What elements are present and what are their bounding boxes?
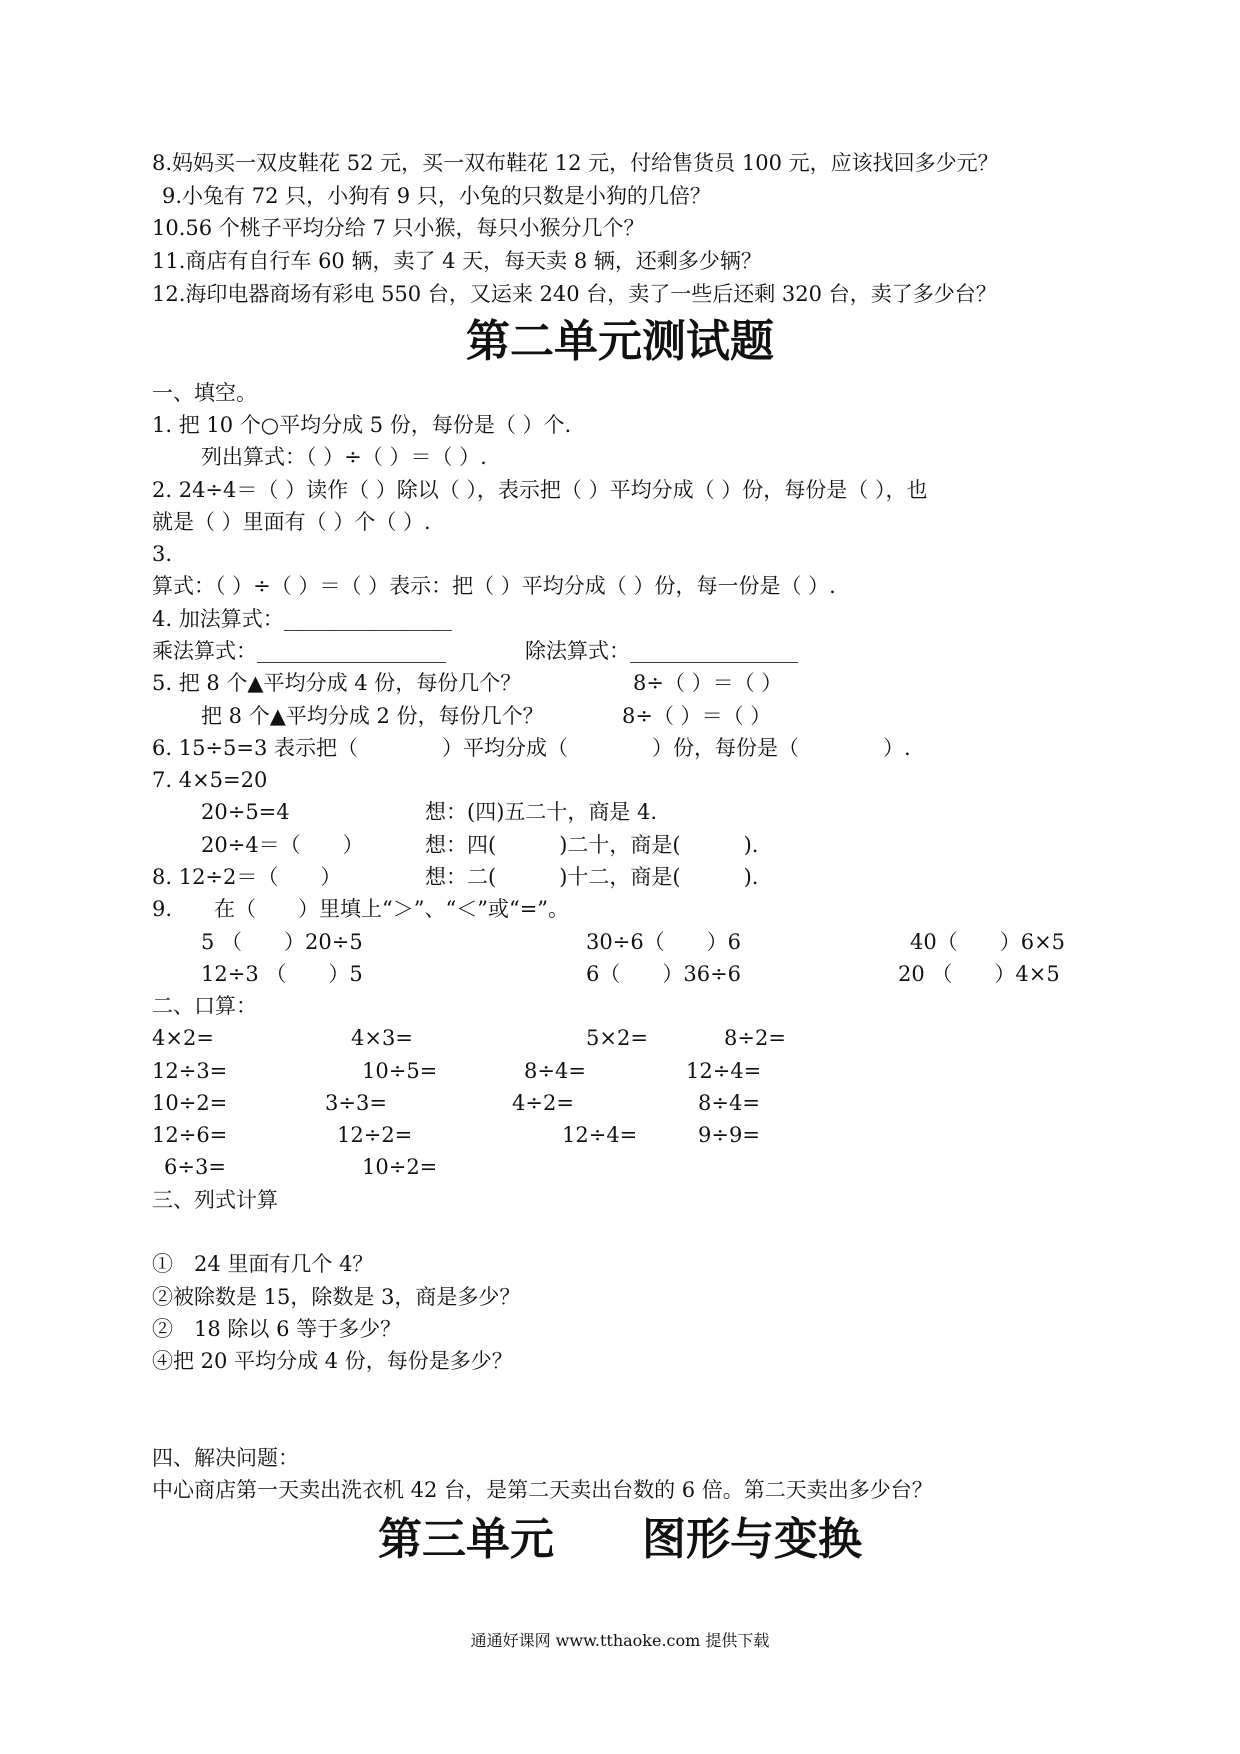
fill-q3-formula: 算式：（ ）÷（ ）＝（ ）表示：把（ ）平均分成（ ）份，每一份是（ ）. (152, 574, 836, 598)
fill-q7a: 20÷5=4 (201, 800, 290, 824)
oral-item: 12÷6= (152, 1123, 228, 1147)
fill-q5b: 把 8 个▲平均分成 2 份，每份几个？ (201, 704, 544, 728)
fill-q8-think: 想：二( )十二，商是( ). (425, 865, 759, 889)
column-item: ① 24 里面有几个 4？ (152, 1252, 374, 1276)
column-item: ④把 20 平均分成 4 份，每份是多少？ (152, 1349, 513, 1373)
fill-q2: 2. 24÷4＝（ ）读作（ ）除以（ ），表示把（ ）平均分成（ ）份，每份是（ ），也 (152, 478, 928, 502)
oral-item: 12÷3= (152, 1059, 228, 1083)
column-heading: 三、列式计算 (152, 1188, 278, 1212)
oral-item: 10÷2= (152, 1091, 228, 1115)
oral-item: 4×3= (351, 1026, 413, 1050)
column-item: ②被除数是 15，除数是 3，商是多少？ (152, 1285, 521, 1309)
oral-item: 3÷3= (325, 1091, 387, 1115)
unit3-title: 第三单元 图形与变换 (378, 1514, 862, 1565)
column-item: ② 18 除以 6 等于多少？ (152, 1317, 402, 1341)
oral-item: 12÷4= (562, 1123, 638, 1147)
solve-heading: 四、解决问题： (152, 1446, 299, 1470)
fill-q4-addition: 4. 加法算式：________________ (152, 607, 452, 631)
oral-item: 10÷2= (362, 1155, 438, 1179)
fill-q3: 3. (152, 542, 173, 566)
compare-item: 20 （ ）4×5 (898, 962, 1060, 986)
compare-item: 40（ ）6×5 (910, 930, 1066, 954)
fill-q4-multiplication: 乘法算式：__________________ (152, 639, 446, 663)
oral-item: 8÷4= (524, 1059, 586, 1083)
oral-item: 6÷3= (164, 1155, 226, 1179)
fill-q2-cont: 就是（ ）里面有（ ）个（ ）. (152, 510, 431, 534)
fill-q5b-formula: 8÷（ ）＝（ ） (622, 704, 772, 728)
fill-q5-formula: 8÷（ ）＝（ ） (633, 671, 783, 695)
compare-item: 6（ ）36÷6 (586, 962, 742, 986)
oral-item: 12÷2= (337, 1123, 413, 1147)
question-10: 10.56 个桃子平均分给 7 只小猴，每只小猴分几个？ (152, 216, 645, 240)
fill-q4-division: 除法算式：________________ (525, 639, 798, 663)
fill-q7a-think: 想：(四)五二十，商是 4. (425, 800, 658, 824)
fill-heading: 一、填空。 (152, 381, 257, 405)
fill-q8: 8. 12÷2＝（ ） (152, 865, 342, 889)
fill-q7b-think: 想：四( )二十，商是( ). (425, 833, 759, 857)
oral-item: 8÷4= (698, 1091, 760, 1115)
oral-heading: 二、口算： (152, 994, 257, 1018)
compare-item: 12÷3 （ ）5 (201, 962, 363, 986)
oral-item: 5×2= (586, 1026, 648, 1050)
compare-item: 30÷6（ ）6 (586, 930, 742, 954)
oral-item: 8÷2= (724, 1026, 786, 1050)
question-9: 9.小兔有 72 只，小狗有 9 只，小兔的只数是小狗的几倍？ (162, 184, 711, 208)
oral-item: 12÷4= (686, 1059, 762, 1083)
fill-q7b: 20÷4＝（ ） (201, 833, 364, 857)
question-12: 12.海印电器商场有彩电 550 台，又运来 240 台，卖了一些后还剩 320 台，卖了多少台？ (152, 282, 997, 306)
compare-item: 5 （ ）20÷5 (201, 930, 363, 954)
page-footer: 通通好课网 www.tthaoke.com 提供下载 (470, 1631, 770, 1650)
fill-q5: 5. 把 8 个▲平均分成 4 份，每份几个？ (152, 671, 522, 695)
fill-q1-formula: 列出算式：（ ）÷（ ）＝（ ）. (201, 445, 487, 469)
question-11: 11.商店有自行车 60 辆，卖了 4 天，每天卖 8 辆，还剩多少辆？ (152, 249, 762, 273)
oral-item: 10÷5= (362, 1059, 438, 1083)
oral-item: 9÷9= (698, 1123, 760, 1147)
fill-q9: 9. 在（ ）里填上“＞”、“＜”或“=”。 (152, 897, 570, 921)
fill-q7: 7. 4×5=20 (152, 768, 268, 792)
fill-q1: 1. 把 10 个○平均分成 5 份，每份是（ ）个. (152, 413, 572, 437)
oral-item: 4÷2= (512, 1091, 574, 1115)
unit2-title: 第二单元测试题 (466, 316, 774, 367)
fill-q6: 6. 15÷5=3 表示把（ ）平均分成（ ）份，每份是（ ）. (152, 736, 911, 760)
question-8: 8.妈妈买一双皮鞋花 52 元，买一双布鞋花 12 元，付给售货员 100 元，应该找回多少元？ (152, 151, 999, 175)
oral-item: 4×2= (152, 1026, 214, 1050)
solve-question: 中心商店第一天卖出洗衣机 42 台，是第二天卖出台数的 6 倍。第二天卖出多少台？ (152, 1478, 933, 1502)
